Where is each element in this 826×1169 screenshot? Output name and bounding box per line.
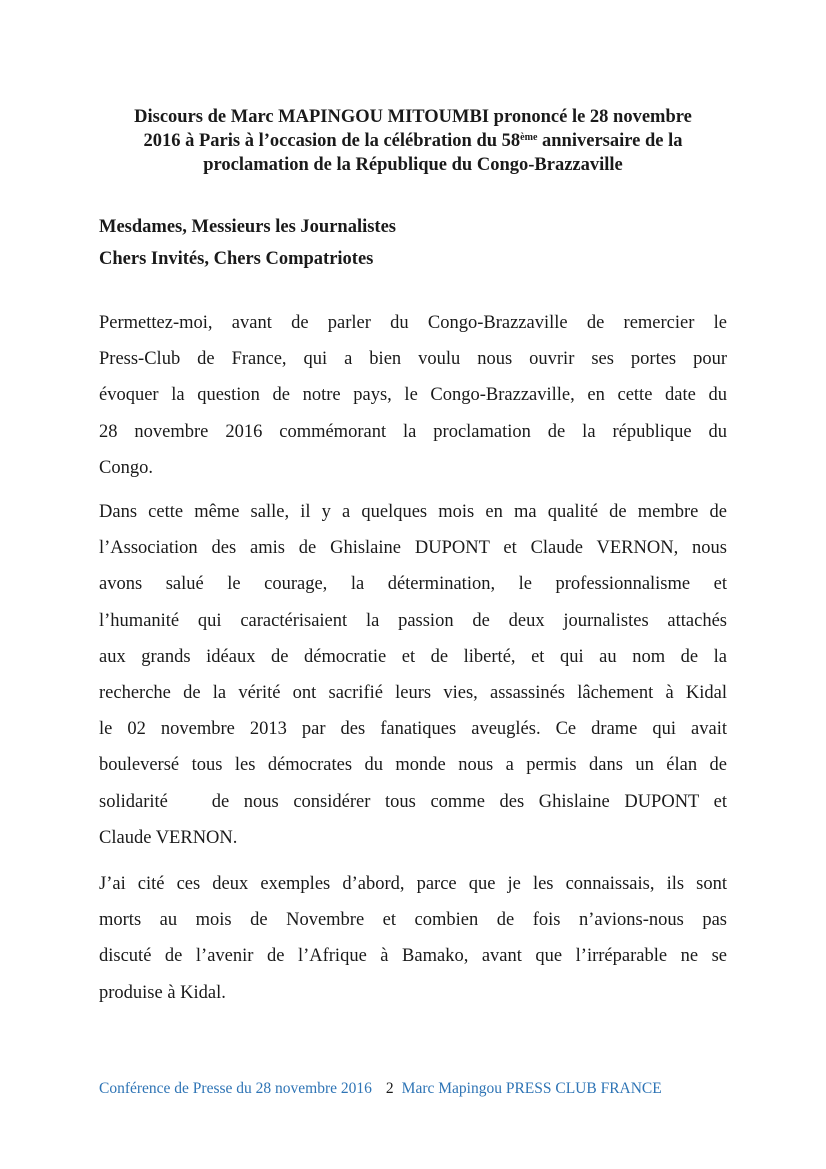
title-line-2 bbox=[92, 129, 734, 153]
paragraph-line: l’humanité qui caractérisaient la passion de deux journalistes attachés bbox=[99, 610, 727, 631]
title-line-2-start: 2016 à Paris à l’occasion de la célébration du 58 bbox=[143, 131, 521, 151]
paragraph-1 bbox=[99, 305, 727, 486]
paragraph-line: Dans cette même salle, il y a quelques mois en ma qualité de membre de bbox=[99, 502, 727, 522]
paragraph-line: solidarité de nous considérer tous comme des Ghislaine DUPONT et bbox=[99, 791, 727, 812]
title-line-1: Discours de Marc MAPINGOU MITOUMBI prononcé le 28 novembre bbox=[134, 107, 692, 127]
page-footer bbox=[99, 1079, 729, 1099]
paragraph-line: recherche de la vérité ont sacrifié leurs vies, assassinés lâchement à Kidal bbox=[99, 682, 727, 703]
footer-conference-label: Conférence de Presse du 28 novembre 2016 bbox=[99, 1080, 372, 1097]
paragraph-line: avons salué le courage, la détermination, le professionnalisme et bbox=[99, 574, 727, 595]
paragraph-line: produise à Kidal. bbox=[99, 982, 226, 1003]
greeting-guests: Chers Invités, Chers Compatriotes bbox=[99, 249, 374, 269]
paragraph-line: Press-Club de France, qui a bien voulu nous ouvrir ses portes pour bbox=[99, 349, 727, 370]
paragraph-line: discuté de l’avenir de l’Afrique à Bamako, avant que l’irréparable ne se bbox=[99, 946, 727, 967]
paragraph-line: Permettez-moi, avant de parler du Congo-Brazzaville de remercier le bbox=[99, 313, 727, 333]
paragraph-line: Congo. bbox=[99, 457, 153, 478]
footer-page-number: 2 bbox=[385, 1080, 394, 1097]
footer-author-label: Marc Mapingou PRESS CLUB FRANCE bbox=[401, 1080, 662, 1097]
paragraph-3 bbox=[99, 866, 727, 1011]
greeting-journalists: Mesdames, Messieurs les Journalistes bbox=[99, 217, 396, 237]
ordinal-superscript: ème bbox=[520, 132, 538, 143]
paragraph-2 bbox=[99, 494, 727, 856]
paragraph-line: J’ai cité ces deux exemples d’abord, parce que je les connaissais, ils sont bbox=[99, 874, 727, 894]
paragraph-line: le 02 novembre 2013 par des fanatiques aveuglés. Ce drame qui avait bbox=[99, 719, 727, 740]
paragraph-line: 28 novembre 2016 commémorant la proclamation de la république du bbox=[99, 421, 727, 442]
paragraph-line: aux grands idéaux de démocratie et de liberté, et qui au nom de la bbox=[99, 646, 727, 667]
title-line-2-end: anniversaire de la bbox=[537, 131, 683, 151]
document-title bbox=[92, 105, 734, 177]
title-line-3: proclamation de la République du Congo-Brazzaville bbox=[203, 155, 623, 175]
paragraph-line: l’Association des amis de Ghislaine DUPONT et Claude VERNON, nous bbox=[99, 538, 727, 559]
paragraph-line: évoquer la question de notre pays, le Congo-Brazzaville, en cette date du bbox=[99, 385, 727, 406]
paragraph-line: morts au mois de Novembre et combien de fois n’avions-nous pas bbox=[99, 910, 727, 931]
paragraph-line: bouleversé tous les démocrates du monde nous a permis dans un élan de bbox=[99, 755, 727, 776]
paragraph-line: Claude VERNON. bbox=[99, 827, 238, 848]
